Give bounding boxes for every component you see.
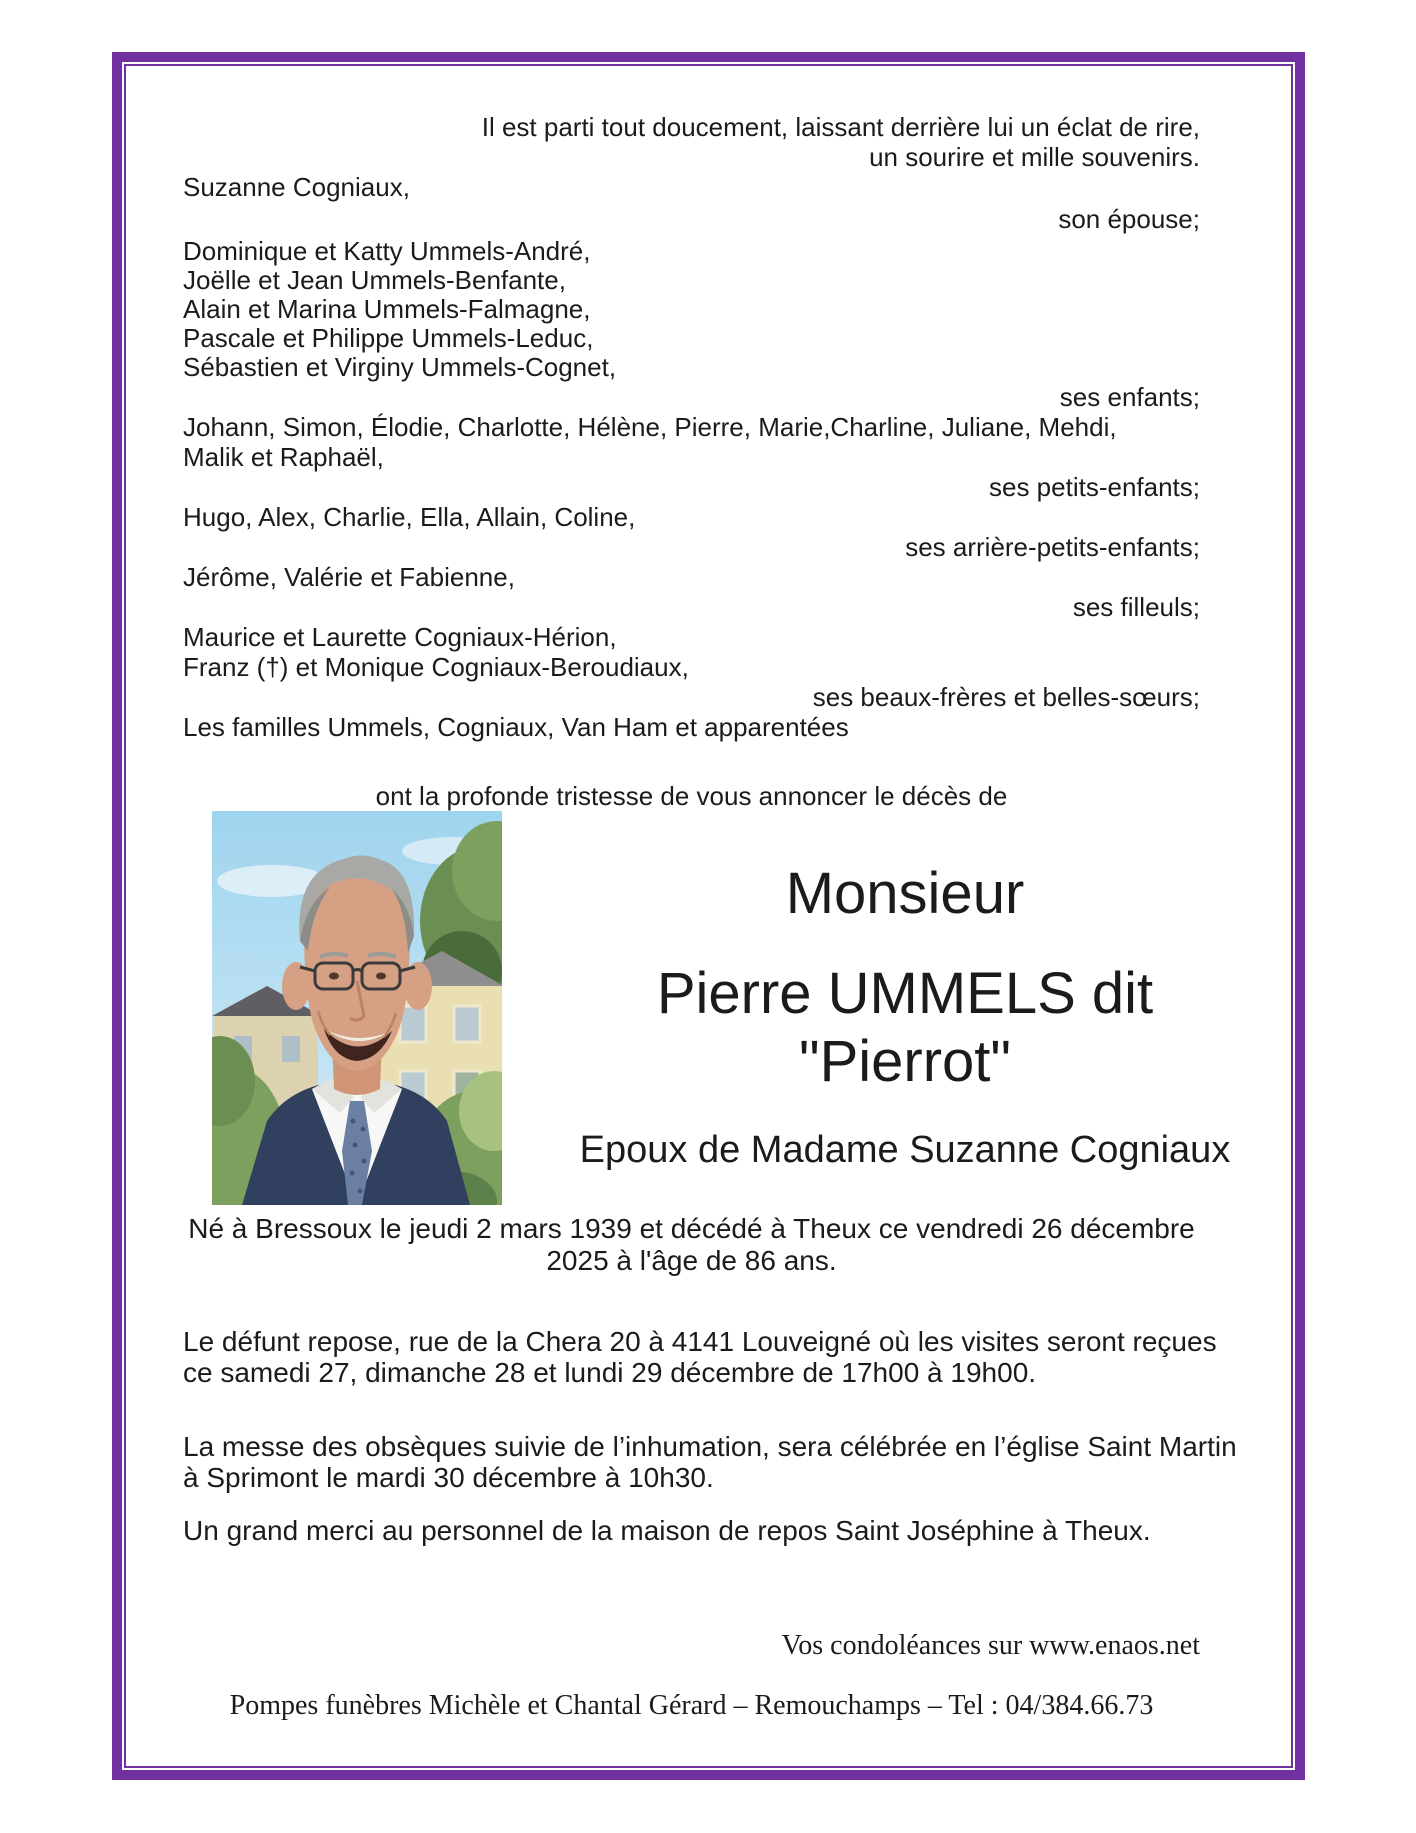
in-law-names: Maurice et Laurette Cogniaux-Hérion, (183, 622, 617, 652)
godchildren-relation-label: ses filleuls; (1072, 592, 1200, 622)
in-law-names: Franz (†) et Monique Cogniaux-Beroudiaux, (183, 652, 689, 682)
grandchildren-names: Malik et Raphaël, (183, 442, 384, 472)
great-grandchildren-names: Hugo, Alex, Charlie, Ella, Allain, Coline, (183, 502, 636, 532)
child-name: Sébastien et Virginy Ummels-Cognet, (183, 352, 617, 382)
visitation-line1: Le défunt repose, rue de la Chera 20 à 4141 Louveigné où les visites seront reçues (183, 1326, 1217, 1357)
godchildren-names: Jérôme, Valérie et Fabienne, (183, 562, 515, 592)
funeral-home-line: Pompes funèbres Michèle et Chantal Gérard – Remouchamps – Tel : 04/384.66.73 (229, 1690, 1154, 1721)
birth-death-line2: 2025 à l'âge de 86 ans. (546, 1245, 837, 1276)
announcement-sentence: ont la profonde tristesse de vous annoncer le décès de (375, 781, 1008, 811)
grandchildren-relation-label: ses petits-enfants; (989, 472, 1200, 502)
opening-quote-line1: Il est parti tout doucement, laissant derrière lui un éclat de rire, (481, 112, 1200, 142)
spouse-name: Suzanne Cogniaux, (183, 172, 410, 202)
child-name: Joëlle et Jean Ummels-Benfante, (183, 265, 566, 295)
great-grandchildren-relation-label: ses arrière-petits-enfants; (905, 532, 1200, 562)
deceased-title: Monsieur (785, 861, 1025, 926)
service-line1: La messe des obsèques suivie de l’inhumation, sera célébrée en l’église Saint Martin (183, 1431, 1237, 1462)
child-name: Alain et Marina Ummels-Falmagne, (183, 294, 591, 324)
deceased-name: Pierre UMMELS dit (656, 961, 1154, 1026)
condolences-line: Vos condoléances sur www.enaos.net (781, 1630, 1200, 1661)
spouse-relation-label: son épouse; (1058, 204, 1200, 234)
service-line2: à Sprimont le mardi 30 décembre à 10h30. (183, 1462, 714, 1493)
birth-death-line1: Né à Bressoux le jeudi 2 mars 1939 et décédé à Theux ce vendredi 26 décembre (188, 1213, 1195, 1244)
portrait-photo-illustration (212, 811, 502, 1205)
deceased-nickname: "Pierrot" (798, 1029, 1011, 1094)
in-laws-relation-label: ses beaux-frères et belles-sœurs; (812, 682, 1200, 712)
thanks-line: Un grand merci au personnel de la maison de repos Saint Joséphine à Theux. (183, 1515, 1151, 1546)
children-relation-label: ses enfants; (1059, 382, 1200, 412)
related-families-line: Les familles Ummels, Cogniaux, Van Ham et apparentées (183, 712, 849, 742)
child-name: Dominique et Katty Ummels-André, (183, 236, 591, 266)
child-name: Pascale et Philippe Ummels-Leduc, (183, 323, 594, 353)
grandchildren-names: Johann, Simon, Élodie, Charlotte, Hélène, Pierre, Marie,Charline, Juliane, Mehdi, (183, 412, 1117, 442)
opening-quote-line2: un sourire et mille souvenirs. (869, 142, 1200, 172)
portrait-photo (212, 811, 502, 1205)
visitation-line2: ce samedi 27, dimanche 28 et lundi 29 décembre de 17h00 à 19h00. (183, 1357, 1037, 1388)
deceased-spouse-line: Epoux de Madame Suzanne Cogniaux (579, 1129, 1231, 1171)
